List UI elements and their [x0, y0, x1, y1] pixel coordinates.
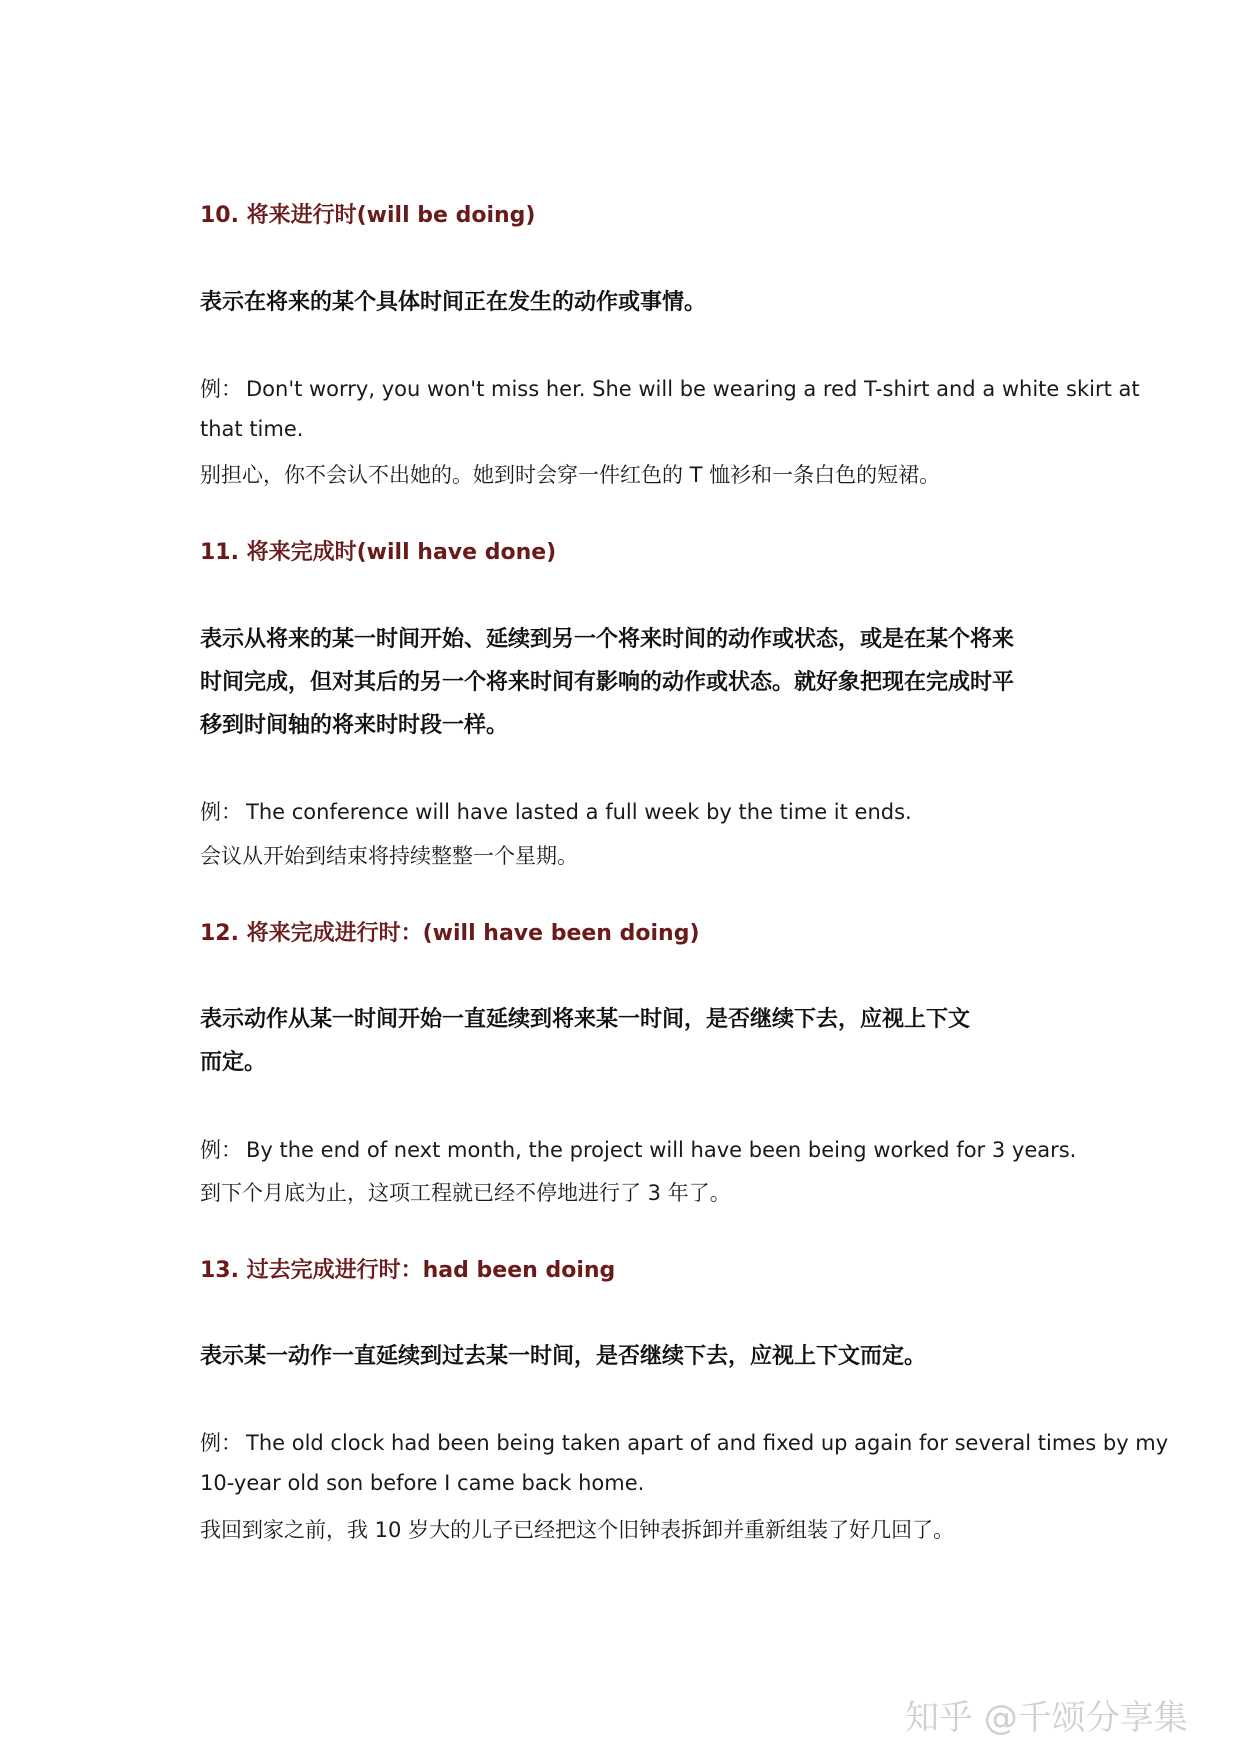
section-description-11-line-2: 时间完成，但对其后的另一个将来时间有影响的动作或状态。就好象把现在完成时平 — [200, 670, 1015, 695]
example-13-line-2: 10-year old son before I came back home. — [200, 1471, 645, 1495]
translation-13: 我回到家之前，我 10 岁大的儿子已经把这个旧钟表拆卸并重新组装了好几回了。 — [200, 1518, 955, 1542]
example-13-line-1 — [200, 1427, 1168, 1457]
section-heading-10: 10. 将来进行时(will be doing) — [200, 203, 536, 228]
section-description-12-line-1: 表示动作从某一时间开始一直延续到将来某一时间，是否继续下去，应视上下文 — [200, 1007, 971, 1032]
section-heading-12: 12. 将来完成进行时：(will have been doing) — [200, 921, 700, 946]
translation-12: 到下个月底为止，这项工程就已经不停地进行了 3 年了。 — [200, 1181, 731, 1205]
example-10-line-2: that time. — [200, 417, 304, 441]
translation-11: 会议从开始到结束将持续整整一个星期。 — [200, 844, 578, 868]
section-description-11-line-1: 表示从将来的某一时间开始、延续到另一个将来时间的动作或状态，或是在某个将来 — [200, 627, 1015, 652]
example-prefix: 例： — [200, 377, 242, 401]
example-prefix: 例： — [200, 1431, 242, 1455]
example-text: The conference will have lasted a full week by the time it ends. — [246, 800, 912, 824]
example-11-line-1 — [200, 796, 912, 826]
example-text: The old clock had been being taken apart of and fixed up again for several times by my — [246, 1431, 1169, 1455]
example-10-line-1 — [200, 373, 1140, 403]
section-description-10-line-1: 表示在将来的某个具体时间正在发生的动作或事情。 — [200, 290, 707, 315]
section-heading-11: 11. 将来完成时(will have done) — [200, 540, 557, 565]
example-text: By the end of next month, the project will have been being worked for 3 years. — [246, 1138, 1077, 1162]
translation-10: 别担心，你不会认不出她的。她到时会穿一件红色的 T 恤衫和一条白色的短裙。 — [200, 463, 941, 487]
section-description-13-line-1: 表示某一动作一直延续到过去某一时间，是否继续下去，应视上下文而定。 — [200, 1344, 927, 1369]
section-description-12-line-2: 而定。 — [200, 1050, 267, 1075]
example-prefix: 例： — [200, 800, 242, 824]
watermark: 知乎 @千颂分享集 — [905, 1698, 1188, 1738]
example-text: Don't worry, you won't miss her. She will be wearing a red T-shirt and a white skirt at — [246, 377, 1140, 401]
section-heading-13: 13. 过去完成进行时：had been doing — [200, 1258, 616, 1283]
example-prefix: 例： — [200, 1138, 242, 1162]
example-12-line-1 — [200, 1134, 1076, 1164]
section-description-11-line-3: 移到时间轴的将来时时段一样。 — [200, 713, 509, 738]
